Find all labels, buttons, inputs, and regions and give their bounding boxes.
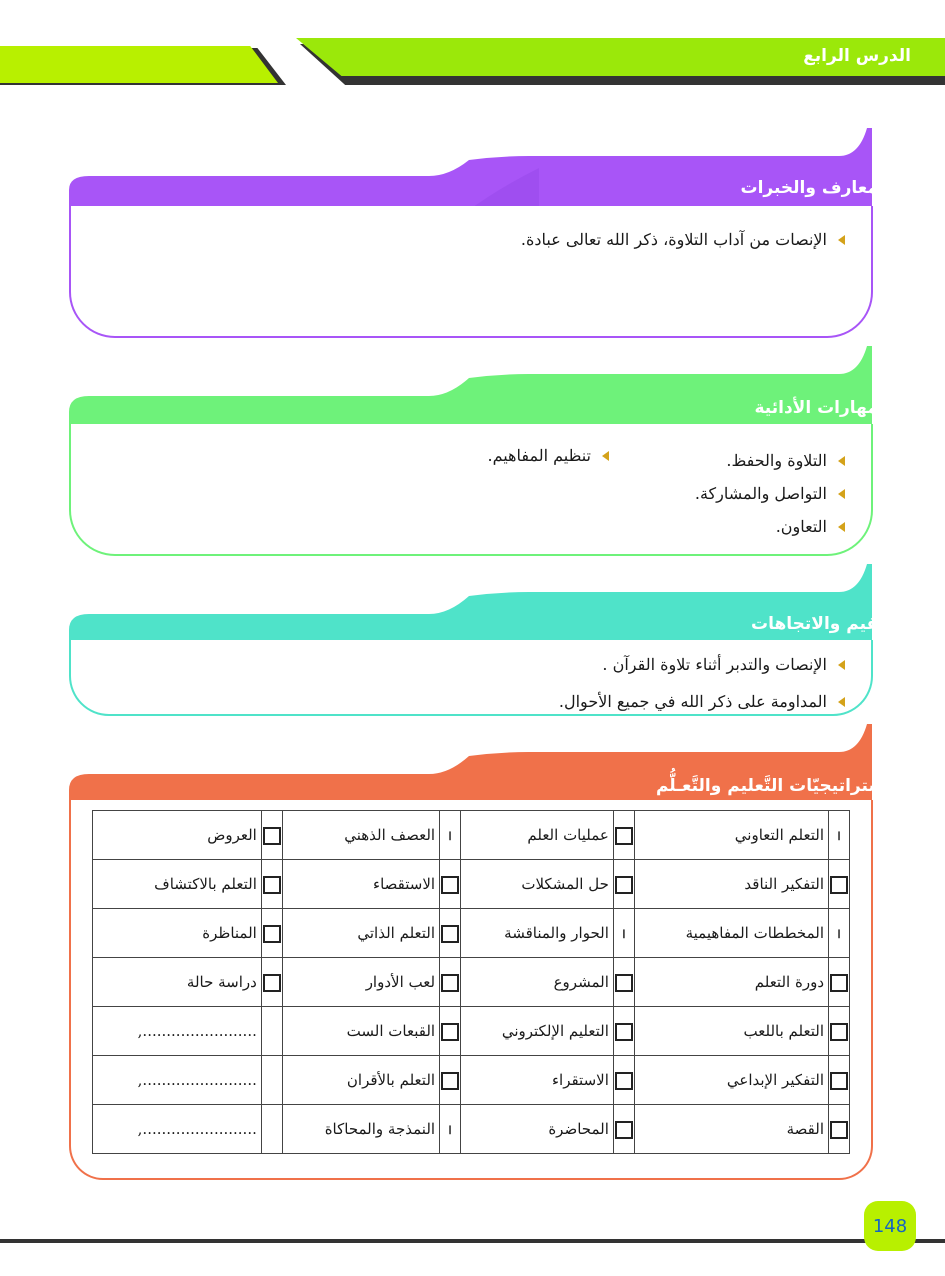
skills-bullet-2: التواصل والمشاركة. xyxy=(695,477,845,510)
checkbox[interactable] xyxy=(441,1072,459,1090)
table-row xyxy=(93,811,850,860)
checkbox[interactable] xyxy=(615,1023,633,1041)
strategy-cell: النمذجة والمحاكاة xyxy=(282,1105,439,1154)
blank-entry[interactable]: ........................, xyxy=(93,1056,262,1105)
strategy-cell: التفكير الناقد xyxy=(634,860,828,909)
checkbox[interactable] xyxy=(441,1023,459,1041)
checkbox[interactable] xyxy=(263,974,281,992)
strategy-cell: التعلم باللعب xyxy=(634,1007,828,1056)
strategy-cell: التعلم بالأقران xyxy=(282,1056,439,1105)
skills-bullet-3: التعاون. xyxy=(695,510,845,543)
table-row xyxy=(93,1105,850,1154)
strategy-cell: القبعات الست xyxy=(282,1007,439,1056)
checkbox[interactable] xyxy=(615,1072,633,1090)
strategies-title: إستراتيجيّات التَّعليم والتَّعـلُّم xyxy=(655,776,891,796)
strategies-table xyxy=(92,810,850,1154)
table-row xyxy=(93,958,850,1007)
checkbox[interactable] xyxy=(615,827,633,845)
strategy-cell: العروض xyxy=(93,811,262,860)
strategies-box xyxy=(69,800,873,1180)
knowledge-bullet: الإنصات من آداب التلاوة، ذكر الله تعالى عبادة. xyxy=(521,230,845,249)
strategy-cell: القصة xyxy=(634,1105,828,1154)
tick-mark: ا xyxy=(448,1124,452,1137)
checkbox[interactable] xyxy=(441,974,459,992)
checkbox[interactable] xyxy=(441,925,459,943)
values-box xyxy=(69,640,873,716)
skills-bullet-4: تنظيم المفاهيم. xyxy=(487,446,609,465)
strategy-cell: التفكير الإبداعي xyxy=(634,1056,828,1105)
strategy-cell: دورة التعلم xyxy=(634,958,828,1007)
strategy-cell: الاستقراء xyxy=(461,1056,614,1105)
checkbox[interactable] xyxy=(441,876,459,894)
checkbox[interactable] xyxy=(615,1121,633,1139)
values-bullet-2: المداومة على ذكر الله في جميع الأحوال. xyxy=(559,683,845,720)
checkbox[interactable] xyxy=(263,876,281,894)
tick-mark: ا xyxy=(837,928,841,941)
strategy-cell: التعلم الذاتي xyxy=(282,909,439,958)
strategy-cell: العصف الذهني xyxy=(282,811,439,860)
table-row xyxy=(93,1056,850,1105)
blank-entry[interactable]: ........................, xyxy=(93,1105,262,1154)
checkbox[interactable] xyxy=(615,974,633,992)
tick-mark: ا xyxy=(837,830,841,843)
table-row xyxy=(93,909,850,958)
strategy-cell: حل المشكلات xyxy=(461,860,614,909)
strategy-cell: الحوار والمناقشة xyxy=(461,909,614,958)
strategy-cell: المحاضرة xyxy=(461,1105,614,1154)
header-left-bar xyxy=(0,46,278,83)
checkbox[interactable] xyxy=(830,974,848,992)
strategy-cell: التعلم بالاكتشاف xyxy=(93,860,262,909)
lesson-title: الدرس الرابع xyxy=(803,46,911,66)
values-bullet-1: الإنصات والتدبر أثناء تلاوة القرآن . xyxy=(559,646,845,683)
values-title: القيم والاتجاهات xyxy=(751,614,891,634)
skills-bullet-1: التلاوة والحفظ. xyxy=(695,444,845,477)
strategy-cell: التعليم الإلكتروني xyxy=(461,1007,614,1056)
skills-title: المهارات الأدائية xyxy=(754,398,891,418)
checkbox[interactable] xyxy=(615,876,633,894)
table-row xyxy=(93,1007,850,1056)
footer-line xyxy=(0,1239,945,1243)
tick-mark: ا xyxy=(622,928,626,941)
strategy-cell: التعلم التعاوني xyxy=(634,811,828,860)
blank-entry[interactable]: ........................, xyxy=(93,1007,262,1056)
strategy-cell: دراسة حالة xyxy=(93,958,262,1007)
checkbox[interactable] xyxy=(830,876,848,894)
table-row xyxy=(93,860,850,909)
checkbox[interactable] xyxy=(263,925,281,943)
strategy-cell: لعب الأدوار xyxy=(282,958,439,1007)
page-number: 148 xyxy=(864,1201,916,1251)
strategy-cell: المشروع xyxy=(461,958,614,1007)
checkbox[interactable] xyxy=(830,1023,848,1041)
strategy-cell: المناظرة xyxy=(93,909,262,958)
checkbox[interactable] xyxy=(830,1072,848,1090)
knowledge-title: المعارف والخبرات xyxy=(740,178,891,198)
strategy-cell: المخططات المفاهيمية xyxy=(634,909,828,958)
checkbox[interactable] xyxy=(263,827,281,845)
strategy-cell: عمليات العلم xyxy=(461,811,614,860)
tick-mark: ا xyxy=(448,830,452,843)
checkbox[interactable] xyxy=(830,1121,848,1139)
strategy-cell: الاستقصاء xyxy=(282,860,439,909)
knowledge-box xyxy=(69,206,873,338)
skills-box xyxy=(69,424,873,556)
